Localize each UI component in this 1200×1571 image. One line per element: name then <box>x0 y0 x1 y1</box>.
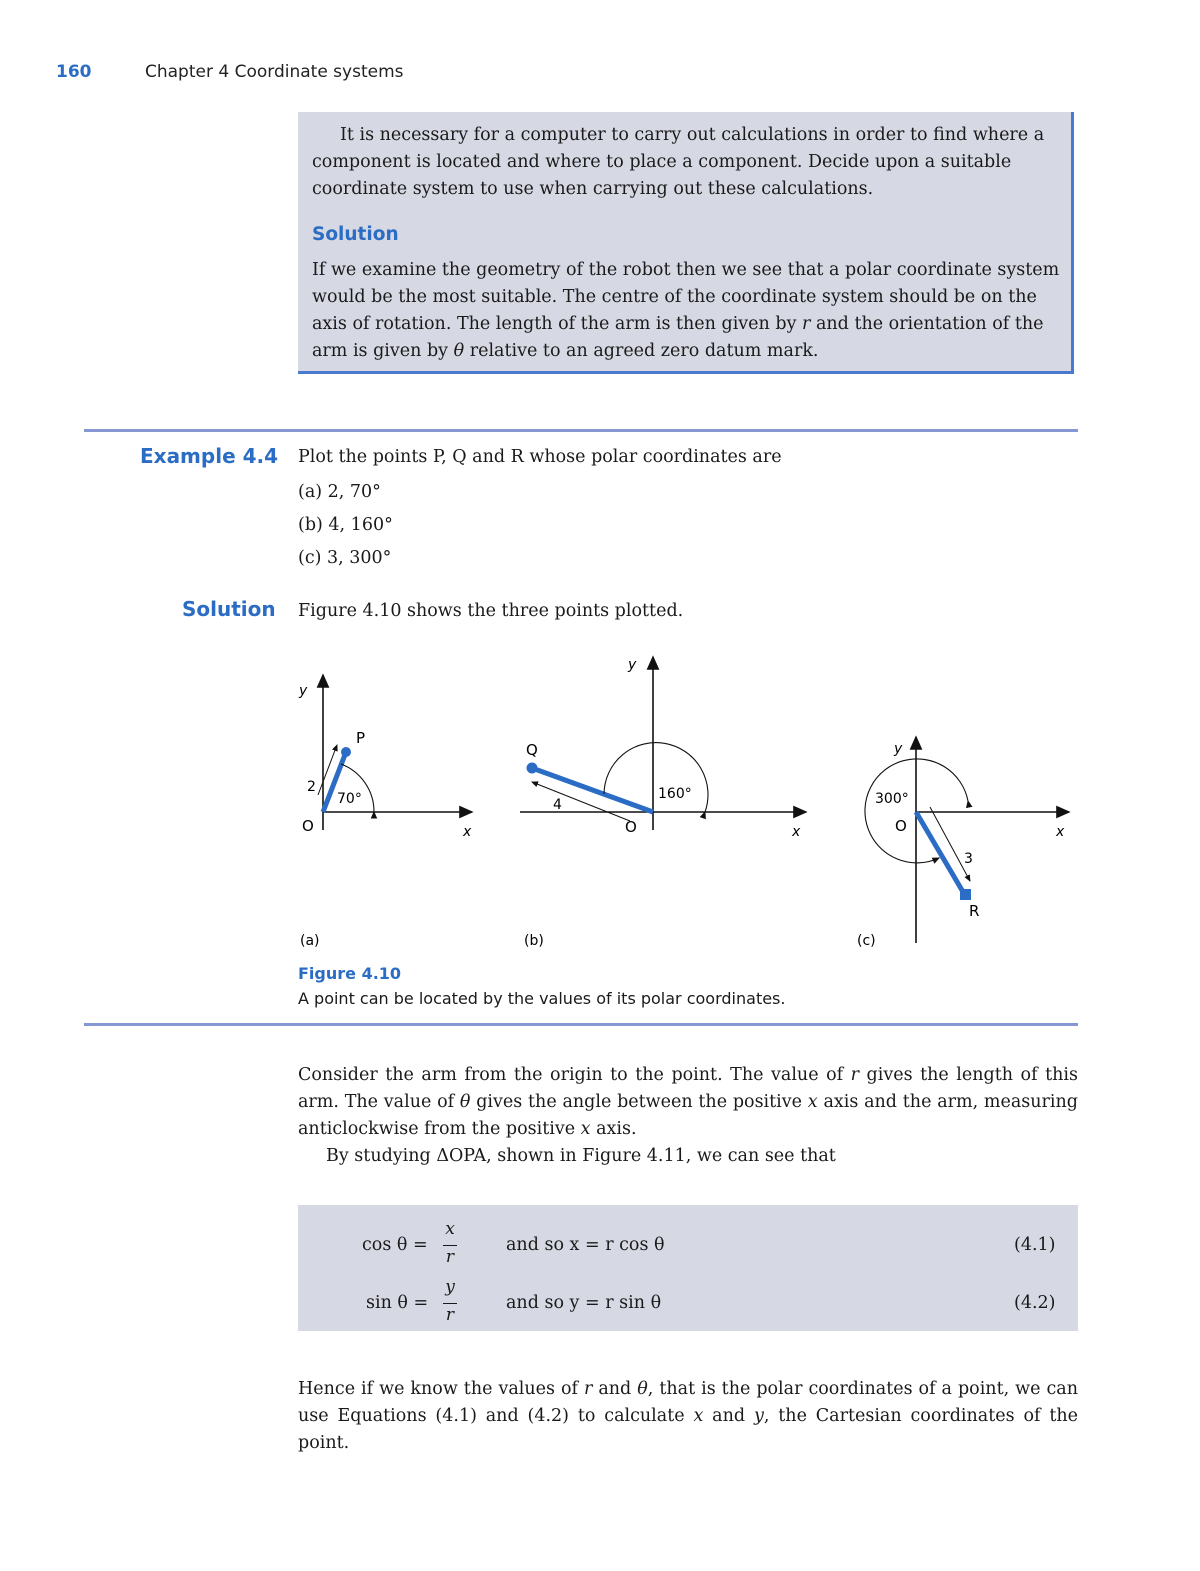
origin-label-a: O <box>302 817 314 835</box>
point-label-r: R <box>969 902 980 920</box>
radius-label-a: 2 <box>307 779 316 795</box>
eq2-denominator: r <box>445 1305 455 1325</box>
figure-label: Figure 4.10 <box>298 964 402 983</box>
point-label-q: Q <box>526 741 538 759</box>
angle-label-b: 160° <box>658 786 692 802</box>
y-axis-label-b: y <box>628 657 637 673</box>
origin-label-b: O <box>625 818 637 836</box>
eq1-tag: (4.1) <box>1014 1235 1056 1255</box>
body-text <box>298 1062 1078 1170</box>
eq2-fraction-bar <box>443 1303 457 1304</box>
closing-text <box>298 1376 1078 1457</box>
eq1-rhs: and so x = r cos θ <box>506 1235 665 1255</box>
section-rule-bottom <box>84 1023 1078 1026</box>
eq1-lhs: cos θ = <box>362 1235 428 1255</box>
point-q <box>527 763 538 774</box>
equation-box <box>298 1205 1078 1331</box>
example-label: Example 4.4 <box>140 444 279 468</box>
panel-a <box>298 675 472 949</box>
eq2-numerator: y <box>445 1277 455 1297</box>
point-label-p: P <box>356 729 366 747</box>
subfigure-label-b: (b) <box>524 933 544 949</box>
page-number: 160 <box>56 62 92 82</box>
x-axis-label-c: x <box>1056 824 1065 840</box>
box-solution-paragraph: If we examine the geometry of the robot then we see that a polar coordinate system would be the most suitable. The centre of the coordinate system should be on the axis of rotation. The length of the arm is then given by r and the orientation of the arm is given by θ relative to an agreed zero datum mark. <box>312 260 1060 361</box>
x-axis-label-b: x <box>792 824 801 840</box>
point-p <box>341 747 351 757</box>
section-rule-top <box>84 429 1078 432</box>
example-option-a: (a) 2, 70° <box>298 482 381 502</box>
eq2-rhs: and so y = r sin θ <box>506 1293 662 1313</box>
point-r <box>960 889 971 900</box>
y-axis-label-c: y <box>894 741 903 757</box>
angle-label-a: 70° <box>337 791 362 807</box>
figure-4-10 <box>280 645 1080 960</box>
eq1-numerator: x <box>445 1219 455 1239</box>
box-solution-heading: Solution <box>312 224 399 245</box>
panel-c <box>857 737 1069 949</box>
chapter-title: Chapter 4 Coordinate systems <box>145 62 404 82</box>
angle-label-c: 300° <box>875 791 909 807</box>
origin-label-c: O <box>895 817 907 835</box>
panel-b <box>520 657 806 949</box>
problem-paragraph: It is necessary for a computer to carry out calculations in order to find where a component is located and where to place a component. Decide upon a suitable coordinate system to use when carrying out these calculations. <box>312 125 1045 199</box>
example-option-c: (c) 3, 300° <box>298 548 392 568</box>
body-paragraph-1: Consider the arm from the origin to the point. The value of r gives the length of this arm. The value of θ gives the angle between the positive x axis and the arm, measuring anticlockwise from the positive x axis. <box>298 1065 1078 1139</box>
eq1-denominator: r <box>445 1247 455 1267</box>
subfigure-label-c: (c) <box>857 933 876 949</box>
arm-or <box>916 812 966 897</box>
solution-text: Figure 4.10 shows the three points plotted. <box>298 601 684 621</box>
radius-label-c: 3 <box>964 851 973 867</box>
subfigure-label-a: (a) <box>300 933 320 949</box>
figure-caption: A point can be located by the values of its polar coordinates. <box>298 989 786 1008</box>
closing-paragraph: Hence if we know the values of r and θ, that is the polar coordinates of a point, we can use Equations (4.1) and (4.2) to calculate x and y, the Cartesian coordinates of the point. <box>298 1379 1078 1453</box>
arm-oq <box>532 768 653 812</box>
example-text: Plot the points P, Q and R whose polar coordinates are <box>298 447 782 467</box>
problem-box <box>298 112 1074 374</box>
eq2-lhs: sin θ = <box>366 1293 429 1313</box>
y-axis-label-a: y <box>299 683 308 699</box>
x-axis-label-a: x <box>463 824 472 840</box>
eq2-tag: (4.2) <box>1014 1293 1056 1313</box>
solution-label: Solution <box>182 597 276 621</box>
radius-label-b: 4 <box>553 797 562 813</box>
example-option-b: (b) 4, 160° <box>298 515 393 535</box>
eq1-fraction-bar <box>443 1245 457 1246</box>
body-paragraph-2: By studying ΔOPA, shown in Figure 4.11, we can see that <box>326 1146 836 1166</box>
